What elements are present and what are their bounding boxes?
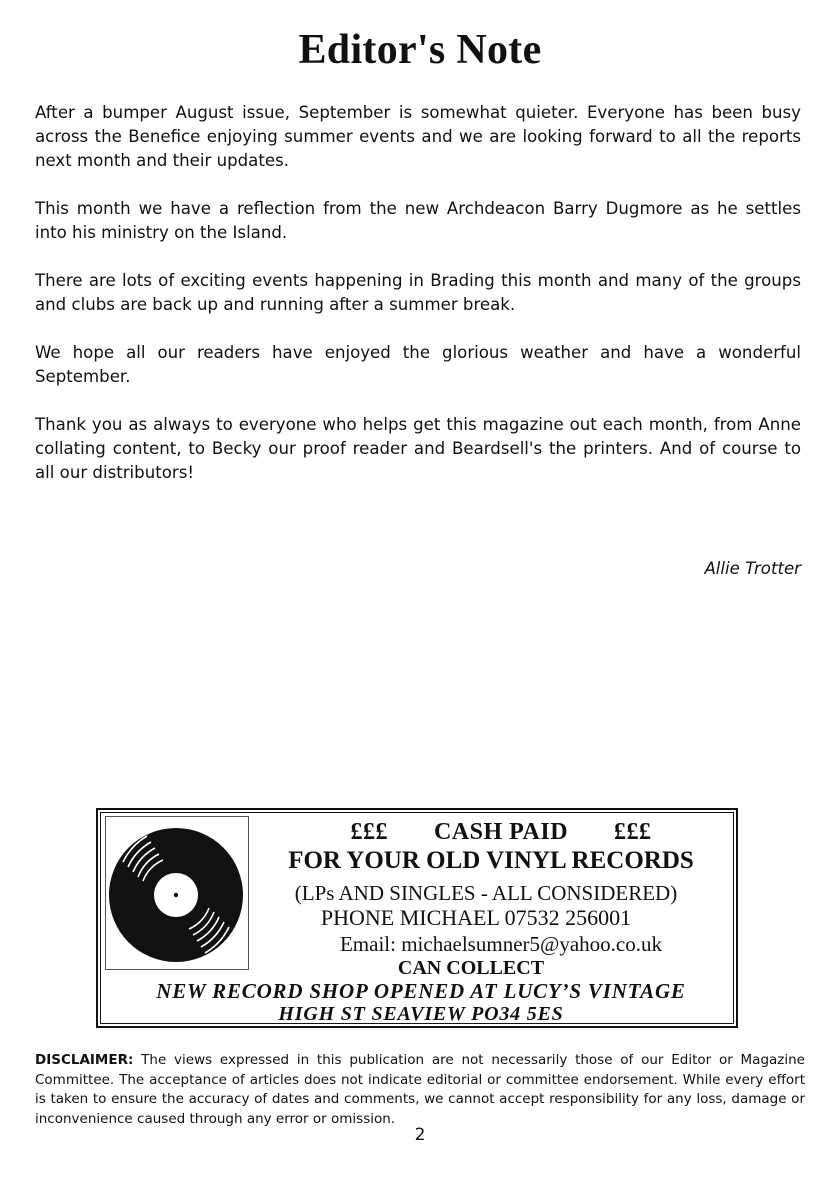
page-title: Editor's Note (298, 27, 542, 73)
editor-signature: Allie Trotter (704, 559, 801, 578)
editor-note-body (35, 101, 801, 509)
currency-symbols-left: £££ (350, 819, 388, 845)
paragraph: Thank you as always to everyone who helps get this magazine out each month, from Anne collating content, to Becky our proof reader and Beardsell's the printers. And of course to all our distributors! (35, 415, 801, 482)
advert-can-collect: CAN COLLECT (397, 957, 545, 979)
paragraph: After a bumper August issue, September is somewhat quieter. Everyone has been busy across the Benefice enjoying summer events and we are looking forward to all the reports next month and their updates. (35, 103, 801, 170)
paragraph: There are lots of exciting events happening in Brading this month and many of the groups and clubs are back up and running after a summer break. (35, 271, 801, 314)
cash-paid-label: CASH PAID (433, 819, 569, 845)
advert-cash-paid (271, 819, 731, 846)
disclaimer-text: The views expressed in this publication are not necessarily those of our Editor or Magazine Committee. The acceptance of articles does not indicate editorial or committee endorsement. While every effort is taken to ensure the accuracy of dates and comments, we cannot accept responsibility for any loss, damage or inconvenience caused through any error or omission. (35, 1052, 805, 1127)
advert-subline: (LPs AND SINGLES - ALL CONSIDERED) (294, 881, 678, 905)
advert-inner-frame (100, 812, 734, 1024)
paragraph: This month we have a reflection from the new Archdeacon Barry Dugmore as he settles into his ministry on the Island. (35, 199, 801, 242)
page-number: 2 (414, 1125, 426, 1145)
disclaimer-label: DISCLAIMER: (35, 1052, 134, 1068)
paragraph: We hope all our readers have enjoyed the glorious weather and have a wonderful September. (35, 343, 801, 386)
vinyl-records-advert (96, 808, 738, 1028)
vinyl-record-icon (105, 816, 249, 970)
currency-symbols-right: £££ (614, 819, 652, 845)
advert-headline: FOR YOUR OLD VINYL RECORDS (288, 847, 694, 874)
disclaimer (35, 1051, 805, 1129)
advert-address: HIGH ST SEAVIEW PO34 5ES (278, 1003, 564, 1025)
advert-phone: PHONE MICHAEL 07532 256001 (320, 905, 632, 930)
advert-shop-notice: NEW RECORD SHOP OPENED AT LUCY’S VINTAGE (156, 979, 686, 1003)
advert-email: Email: michaelsumner5@yahoo.co.uk (339, 932, 662, 956)
